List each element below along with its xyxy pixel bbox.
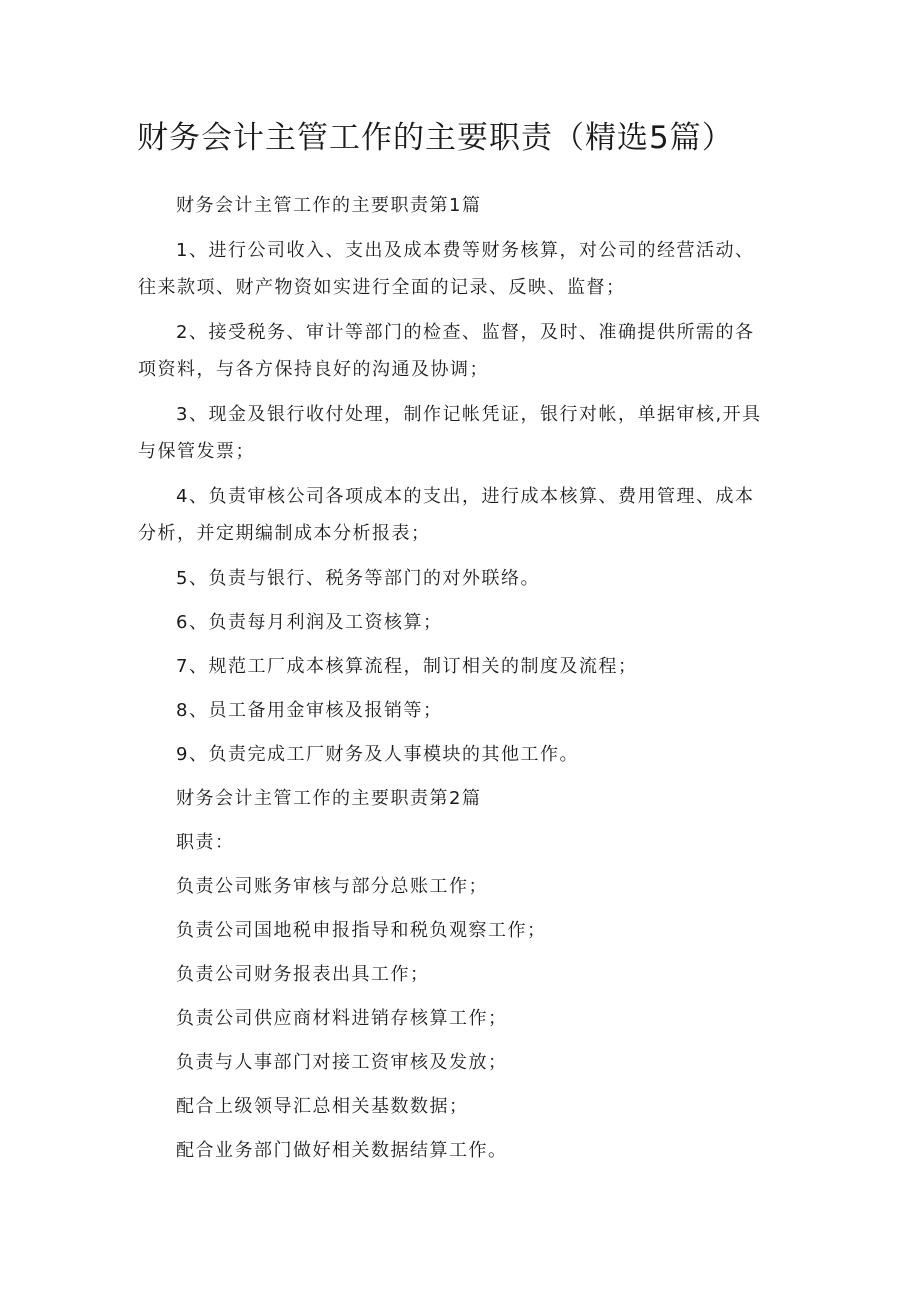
duty-line: 负责公司账务审核与部分总账工作； bbox=[176, 876, 488, 897]
duty-item-7: 7、规范工厂成本核算流程，制订相关的制度及流程； bbox=[176, 656, 638, 677]
duty-item-8: 8、员工备用金审核及报销等； bbox=[176, 700, 443, 721]
duty-item-6: 6、负责每月利润及工资核算； bbox=[176, 612, 443, 633]
duty-item-2-line-2: 项资料，与各方保持良好的沟通及协调； bbox=[138, 359, 489, 380]
duty-item-1-line-1: 1、进行公司收入、支出及成本费等财务核算，对公司的经营活动、 bbox=[176, 240, 755, 261]
section-heading-2: 财务会计主管工作的主要职责第2篇 bbox=[176, 788, 482, 809]
duty-line: 负责与人事部门对接工资审核及发放； bbox=[176, 1052, 508, 1073]
duty-line: 负责公司国地税申报指导和税负观察工作； bbox=[176, 920, 547, 941]
duty-item-2-line-1: 2、接受税务、审计等部门的检查、监督，及时、准确提供所需的各 bbox=[176, 322, 755, 343]
duties-label: 职责： bbox=[176, 832, 235, 853]
section-heading-1: 财务会计主管工作的主要职责第1篇 bbox=[176, 195, 482, 216]
duty-item-3-line-2: 与保管发票； bbox=[138, 441, 255, 462]
duty-item-4-line-1: 4、负责审核公司各项成本的支出，进行成本核算、费用管理、成本 bbox=[176, 486, 755, 507]
duty-item-1-line-2: 往来款项、财产物资如实进行全面的记录、反映、监督； bbox=[138, 277, 626, 298]
duty-item-5: 5、负责与银行、税务等部门的对外联络。 bbox=[176, 568, 540, 589]
duty-item-4-line-2: 分析，并定期编制成本分析报表； bbox=[138, 523, 431, 544]
duty-item-3-line-1: 3、现金及银行收付处理，制作记帐凭证，银行对帐，单据审核,开具 bbox=[176, 404, 762, 425]
duty-line: 负责公司供应商材料进销存核算工作； bbox=[176, 1008, 508, 1029]
duty-line: 配合业务部门做好相关数据结算工作。 bbox=[176, 1140, 508, 1161]
document-title: 财务会计主管工作的主要职责（精选5篇） bbox=[137, 120, 734, 156]
duty-item-9: 9、负责完成工厂财务及人事模块的其他工作。 bbox=[176, 744, 579, 765]
duty-line: 负责公司财务报表出具工作； bbox=[176, 964, 430, 985]
duty-line: 配合上级领导汇总相关基数数据； bbox=[176, 1096, 469, 1117]
